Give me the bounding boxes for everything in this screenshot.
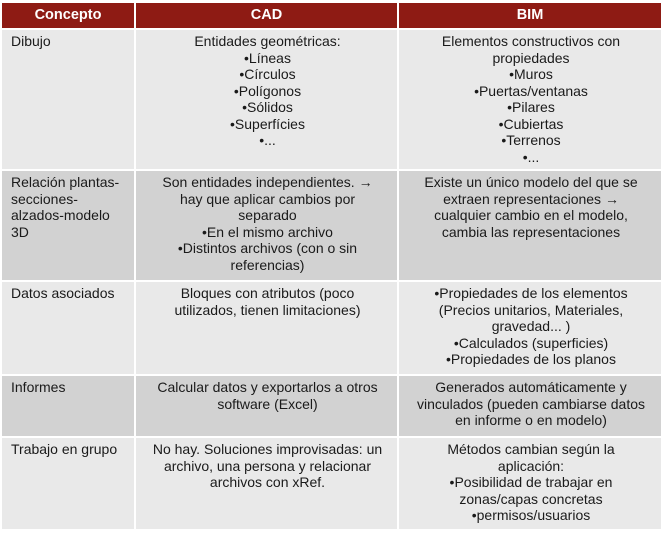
cad-line: separado	[238, 207, 297, 223]
bim-cell	[398, 375, 661, 437]
header-concepto: Concepto	[2, 3, 135, 29]
bim-line: vinculados (pueden cambiarse datos	[416, 395, 646, 412]
cad-line: archivos con xRef.	[209, 474, 326, 490]
bim-line: •...	[522, 148, 540, 165]
cad-line: •...	[259, 132, 276, 148]
bim-line: (Precios unitarios, Materiales,	[438, 301, 624, 318]
cad-line: •Superfícies	[230, 115, 305, 132]
bim-cell	[398, 437, 661, 529]
cad-line: Son entidades independientes. →	[162, 174, 373, 190]
cad-line: •Sólidos	[242, 99, 293, 115]
concept-cell	[2, 170, 135, 281]
bim-cell	[398, 281, 661, 375]
bim-line: •Pilares	[507, 99, 555, 115]
row-trabajo-en-grupo	[2, 437, 661, 529]
bim-line: cambia las representaciones	[441, 223, 621, 240]
cad-line: hay que aplicar cambios por	[179, 190, 356, 207]
bim-line: zonas/capas concretas	[459, 490, 603, 507]
cad-line: software (Excel)	[217, 395, 318, 412]
concept-cell	[2, 375, 135, 437]
concept-cell	[2, 281, 135, 375]
cad-line: archivo, una persona y relacionar	[163, 457, 371, 474]
concept-line: Datos asociados	[11, 285, 115, 301]
concept-line: Informes	[11, 379, 66, 395]
cad-line: •Líneas	[244, 49, 291, 66]
bim-line: extraen representaciones →	[443, 190, 619, 207]
bim-line: Elementos constructivos con	[441, 33, 621, 49]
cad-vs-bim-table	[2, 3, 661, 529]
header-bim: BIM	[398, 3, 661, 29]
bim-cell	[398, 170, 661, 281]
concept-line: secciones-	[11, 190, 78, 207]
cad-line: •Polígonos	[233, 82, 302, 99]
bim-line: •Propiedades de los elementos	[434, 285, 628, 301]
bim-line: •permisos/usuarios	[471, 507, 591, 523]
concept-cell	[2, 437, 135, 529]
cad-cell	[135, 170, 398, 281]
bim-line: •Terrenos	[501, 132, 561, 148]
concept-line: Relación plantas-	[11, 174, 120, 190]
bim-line: en informe o en modelo)	[455, 412, 607, 428]
row-informes	[2, 375, 661, 437]
bim-line: cualquier cambio en el modelo,	[434, 207, 628, 223]
concept-line: Dibujo	[11, 33, 51, 49]
row-dibujo	[2, 29, 661, 170]
header-row	[2, 3, 661, 29]
cad-line: Entidades geométricas:	[194, 33, 341, 49]
bim-line: Existe un único modelo del que se	[424, 174, 638, 190]
concept-line: 3D	[11, 223, 29, 240]
cad-cell	[135, 29, 398, 170]
bim-cell	[398, 29, 661, 170]
bim-line: propiedades	[492, 49, 570, 66]
cad-cell	[135, 375, 398, 437]
bim-line: •Puertas/ventanas	[474, 82, 588, 99]
header-cad: CAD	[135, 3, 398, 29]
cad-line: •En el mismo archivo	[202, 223, 333, 240]
row-datos-asociados	[2, 281, 661, 375]
concept-line: alzados-modelo	[11, 207, 110, 223]
bim-line: •Calculados (superficies)	[453, 334, 609, 351]
cad-cell	[135, 437, 398, 529]
bim-line: Métodos cambian según la	[447, 441, 615, 457]
bim-line: aplicación:	[497, 457, 565, 474]
cad-line: •Círculos	[239, 66, 296, 82]
bim-line: •Cubiertas	[498, 115, 564, 132]
concept-cell	[2, 29, 135, 170]
bim-line: •Muros	[509, 66, 553, 82]
concept-line: Trabajo en grupo	[11, 441, 118, 457]
cad-cell	[135, 281, 398, 375]
cad-line: Calcular datos y exportarlos a otros	[157, 379, 378, 395]
bim-line: •Propiedades de los planos	[446, 351, 616, 367]
row-relacion	[2, 170, 661, 281]
cad-line: referencias)	[230, 256, 305, 273]
bim-line: •Posibilidad de trabajar en	[449, 474, 613, 490]
bim-line: Generados automáticamente y	[435, 379, 627, 395]
cad-line: Bloques con atributos (poco	[180, 285, 355, 301]
cad-line: utilizados, tienen limitaciones)	[174, 301, 361, 318]
bim-line: gravedad... )	[491, 318, 571, 334]
cad-line: •Distintos archivos (con o sin	[177, 240, 358, 256]
cad-line: No hay. Soluciones improvisadas: un	[152, 441, 383, 457]
